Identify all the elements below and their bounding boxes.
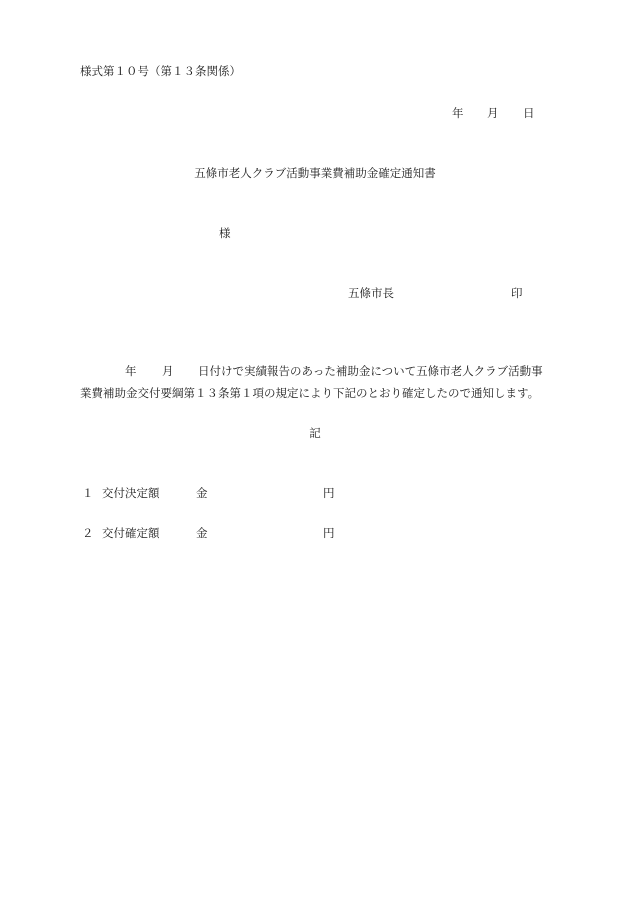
date-year-label: 年 [452,106,464,120]
item-label: 交付決定額 [102,486,160,500]
date-day-label: 日 [523,106,535,120]
body-year-label: 年 [125,364,137,378]
date-month-label: 月 [487,106,499,120]
body-text-line2: 業費補助金交付要綱第１３条第１項の規定により下記のとおり確定したので通知します。 [80,386,540,400]
item-row [0,488,630,502]
item-yen-label: 円 [323,526,335,540]
sender-name: 五條市長 [348,286,394,300]
seal-mark: 印 [511,286,523,300]
item-number: １ [82,486,94,500]
body-text-line1: 日付けで実績報告のあった補助金について五條市老人クラブ活動事 [198,364,543,378]
item-row [0,528,630,542]
body-month-label: 月 [162,364,174,378]
item-yen-label: 円 [323,486,335,500]
item-kin-label: 金 [196,526,208,540]
addressee-honorific: 様 [219,226,231,240]
form-number: 様式第１０号（第１３条関係） [80,64,241,78]
document-title: 五條市老人クラブ活動事業費補助金確定通知書 [194,166,436,180]
item-label: 交付確定額 [102,526,160,540]
item-kin-label: 金 [196,486,208,500]
ki-heading: 記 [309,426,321,440]
item-number: ２ [82,526,94,540]
